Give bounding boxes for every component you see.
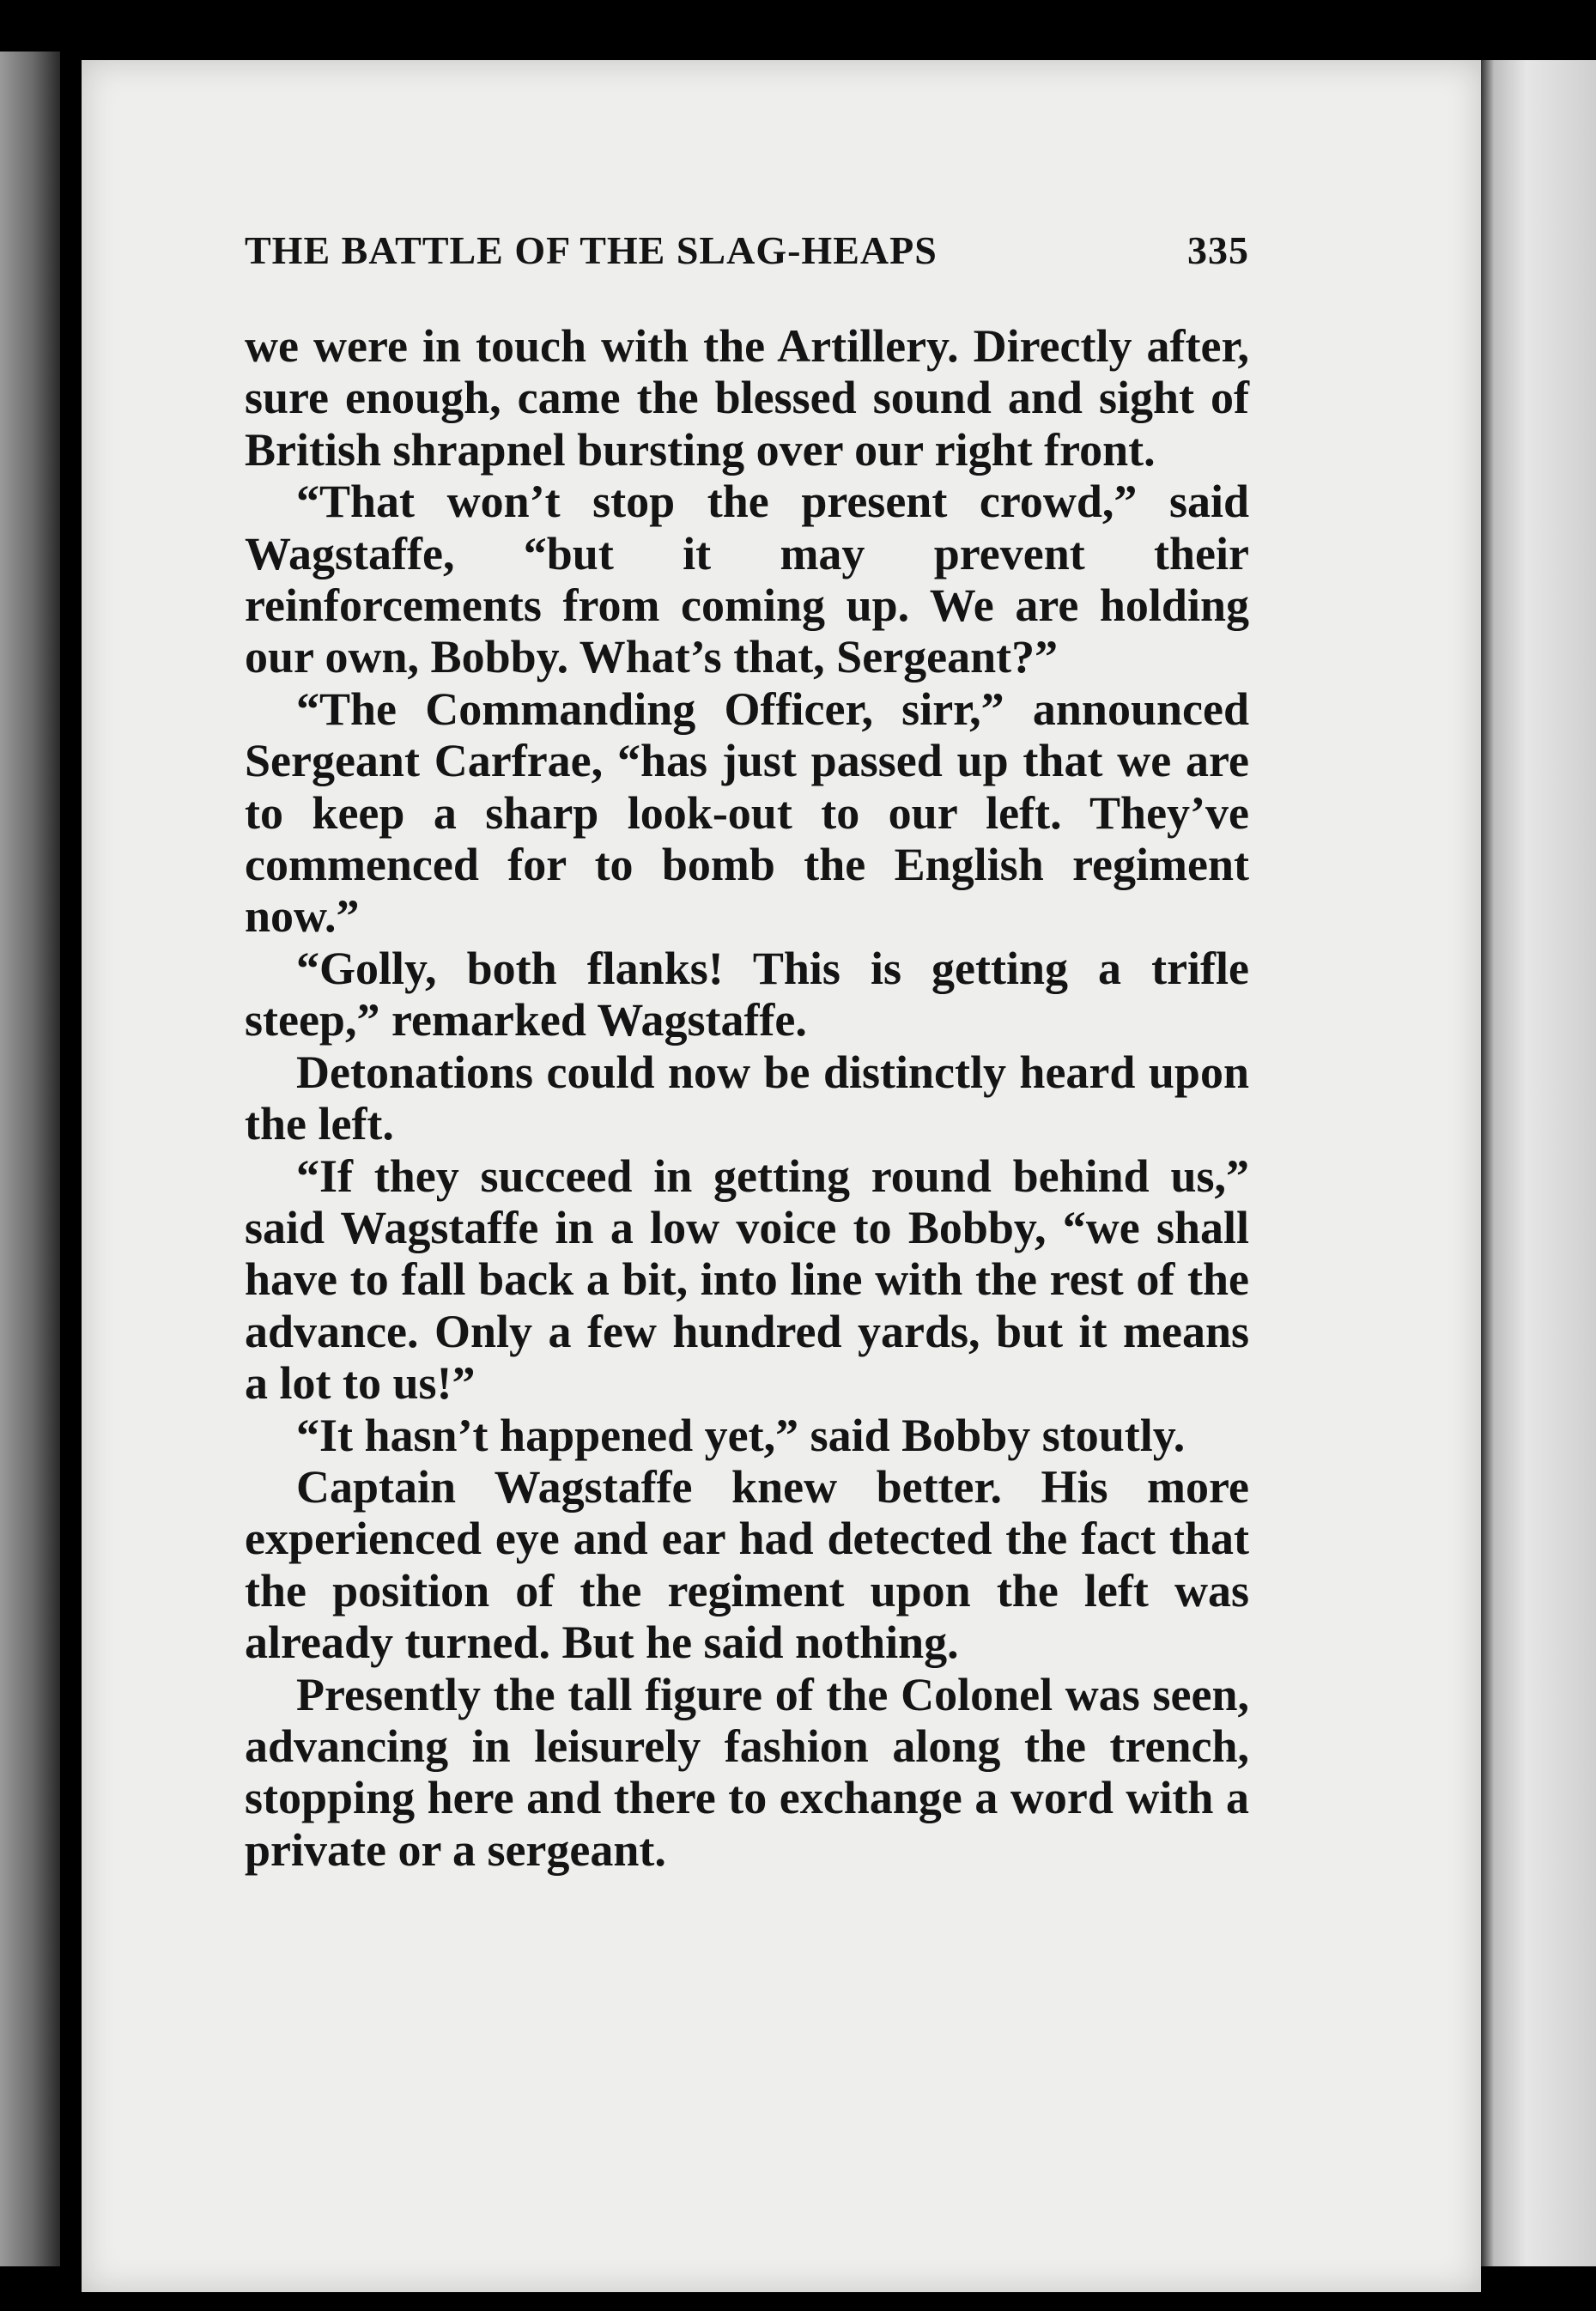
book-page (82, 60, 1481, 2292)
paragraph: we were in touch with the Artillery. Directly after, sure enough, came the blessed sound and sight of British shrapnel bursting over our right front. (245, 320, 1249, 476)
paragraph: “That won’t stop the present crowd,” said Wagstaffe, “but it may prevent their reinforcements from coming up. We are holding our own, Bobby. What’s that, Sergeant?” (245, 476, 1249, 683)
page-content (245, 227, 1249, 1876)
paragraph: “The Commanding Officer, sirr,” announced Sergeant Carfrae, “has just passed up that we are to keep a sharp look-out to our left. They’ve commenced for to bomb the English regiment now.” (245, 682, 1249, 943)
paragraph: Presently the tall figure of the Colonel was seen, advancing in leisurely fashion along the trench, stopping here and there to exchange a word with a private or a sergeant. (245, 1668, 1249, 1876)
paragraph: “Golly, both flanks! This is getting a trifle steep,” remarked Wagstaffe. (245, 942, 1249, 1046)
running-head (245, 227, 1249, 279)
left-page-edges (0, 52, 60, 2266)
right-page-edges (1480, 60, 1596, 2266)
paragraph: “It hasn’t happened yet,” said Bobby stoutly. (296, 1409, 1186, 1461)
running-head-title: THE BATTLE OF THE SLAG-HEAPS (245, 228, 938, 272)
paragraph: Detonations could now be distinctly heard upon the left. (245, 1046, 1249, 1150)
page-number: 335 (1187, 228, 1249, 272)
paragraph: Captain Wagstaffe knew better. His more experienced eye and ear had detected the fact that the position of the regiment upon the left was already turned. But he said nothing. (245, 1460, 1249, 1669)
paragraph: “If they succeed in getting round behind us,” said Wagstaffe in a low voice to Bobby, “we shall have to fall back a bit, into line with the rest of the advance. Only a few hundred yards, but it means a lot to us!” (245, 1149, 1249, 1410)
body-text (245, 320, 1249, 1876)
